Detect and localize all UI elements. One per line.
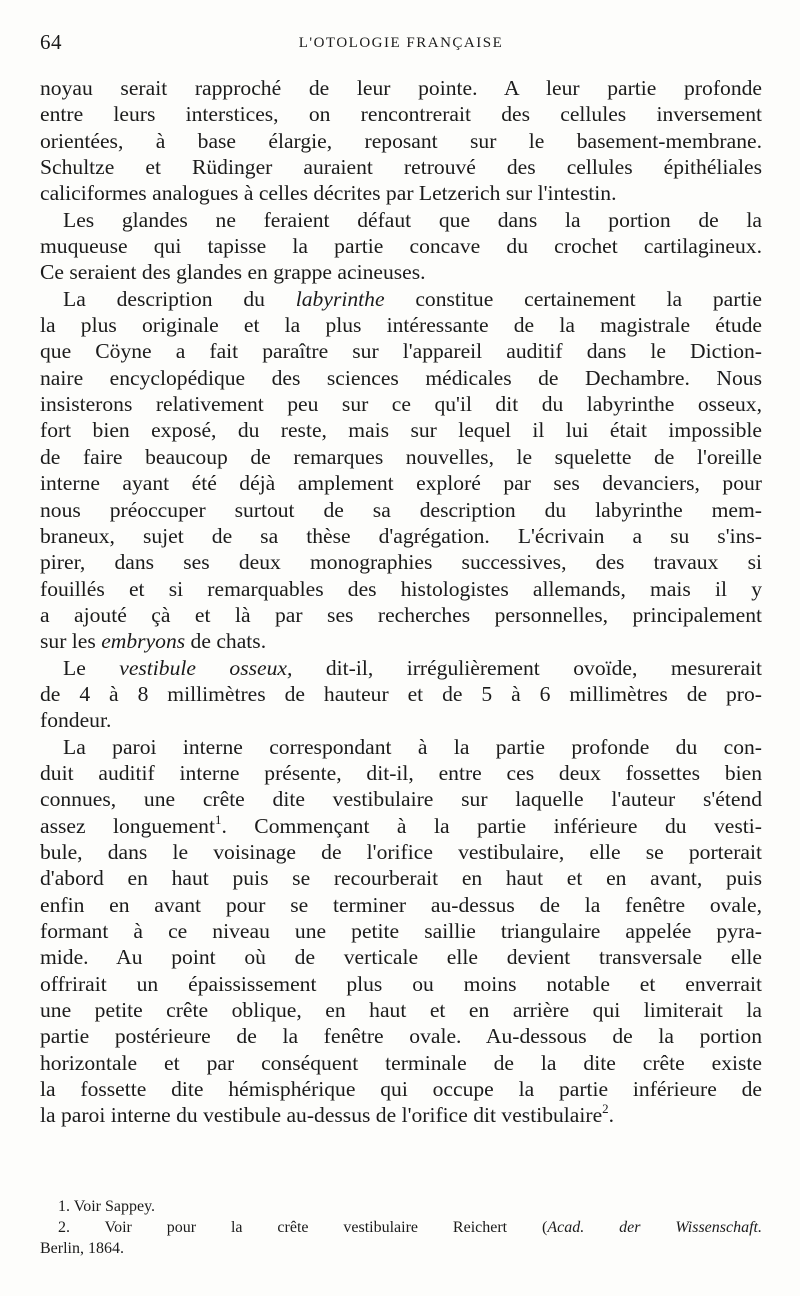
text-line: Ce seraient des glandes en grappe acineuses. (40, 260, 426, 285)
text-line: une petite crête oblique, en haut et en arrière qui limiterait la (40, 998, 762, 1023)
text-line: Schultze et Rüdinger auraient retrouvé des cellules épithéliales (40, 155, 762, 180)
text-run: la paroi interne du vestibule au-dessus de l'orifice dit vestibulaire (40, 1103, 603, 1128)
text-line: de faire beaucoup de remarques nouvelles, le squelette de l'oreille (40, 444, 762, 469)
text-line: interne ayant été déjà amplement exploré par ses devanciers, pour (40, 471, 762, 496)
text-line: enfin en avant pour se terminer au-dessus de la fenêtre ovale, (40, 892, 762, 917)
page-number: 64 (40, 30, 62, 54)
text-line: naire encyclopédique des sciences médicales de Dechambre. Nous (40, 365, 762, 390)
page-header (40, 30, 762, 58)
text-line: formant à ce niveau une petite saillie triangulaire appelée pyra- (40, 919, 762, 943)
text-line (40, 813, 762, 839)
footnote-2-continued: Berlin, 1864. (40, 1240, 124, 1257)
text-line: noyau serait rapproché de leur pointe. A leur partie profonde (40, 76, 762, 100)
text-line: muqueuse qui tapisse la partie concave du crochet cartilagineux. (40, 234, 762, 259)
text-line (40, 628, 762, 654)
footnote-1: 1. Voir Sappey. (58, 1198, 156, 1215)
running-head: L'OTOLOGIE FRANÇAISE (298, 35, 504, 51)
body-text (40, 75, 762, 1129)
text-line: de 4 à 8 millimètres de hauteur et de 5 à 6 millimètres de pro- (40, 681, 762, 706)
text-line: duit auditif interne présente, dit-il, entre ces deux fossettes bien (40, 760, 762, 785)
text-line: fort bien exposé, du reste, mais sur lequel il lui était impossible (40, 418, 762, 443)
text-run: 2. Voir pour la crête vestibulaire Reichert ( (58, 1219, 548, 1236)
text-line: orientées, à base élargie, reposant sur le basement-membrane. (40, 128, 762, 153)
text-line: horizontale et par conséquent terminale de la dite crête existe (40, 1050, 762, 1075)
text-line: mide. Au point où de verticale elle devient transversale elle (40, 945, 762, 970)
text-line: connues, une crête dite vestibulaire sur laquelle l'auteur s'étend (40, 787, 762, 812)
text-run: constitue certainement la partie (384, 286, 762, 311)
text-line: partie postérieure de la fenêtre ovale. Au-dessous de la portion (40, 1024, 762, 1049)
italic-term: vestibule osseux, (119, 655, 293, 680)
text-run: Le (63, 655, 120, 680)
text-run: . Commençant à la partie inférieure du vesti- (221, 813, 762, 838)
footnotes (40, 1196, 762, 1259)
text-line: insisterons relativement peu sur ce qu'il dit du labyrinthe osseux, (40, 392, 762, 417)
text-run: La description du (63, 286, 296, 311)
text-line (40, 1102, 762, 1128)
text-line: Les glandes ne feraient défaut que dans la portion de la (63, 207, 762, 232)
text-line (40, 655, 762, 681)
text-line: fouillés et si remarquables des histologistes allemands, mais il y (40, 576, 762, 601)
text-line: La paroi interne correspondant à la partie profonde du con- (63, 734, 762, 759)
text-line: braneux, sujet de sa thèse d'agrégation. L'écrivain a su s'ins- (40, 523, 762, 548)
text-run: . (608, 1103, 615, 1128)
text-line: nous préoccuper surtout de sa description du labyrinthe mem- (40, 497, 762, 522)
text-run: assez longuement (40, 813, 215, 838)
text-line: d'abord en haut puis se recourberait en haut et en avant, puis (40, 866, 762, 891)
italic-term: embryons (101, 629, 186, 654)
text-run: de chats. (185, 629, 267, 654)
text-line (40, 286, 762, 312)
text-line: offrirait un épaississement plus ou moins notable et enverrait (40, 971, 762, 996)
footnote-ref[interactable]: 2 (602, 1101, 609, 1117)
text-line: caliciformes analogues à celles décrites par Letzerich sur l'intestin. (40, 181, 617, 206)
text-line: entre leurs interstices, on rencontrerait des cellules inversement (40, 102, 762, 127)
text-line: que Cöyne a fait paraître sur l'appareil auditif dans le Diction- (40, 339, 762, 364)
text-line: bule, dans le voisinage de l'orifice vestibulaire, elle se porterait (40, 839, 762, 864)
footnote-ref[interactable]: 1 (214, 811, 222, 827)
text-run: dit-il, irrégulièrement ovoïde, mesurerait (292, 655, 762, 680)
text-run: sur les (40, 629, 102, 654)
text-line: fondeur. (40, 708, 112, 733)
text-line: la fossette dite hémisphérique qui occupe la partie inférieure de (40, 1077, 762, 1102)
footnote-2 (40, 1217, 762, 1238)
italic-term: Acad. der Wissenschaft. (547, 1219, 762, 1236)
text-line: pirer, dans ses deux monographies successives, des travaux si (40, 550, 762, 575)
italic-term: labyrinthe (295, 286, 385, 311)
text-line: la plus originale et la plus intéressante de la magistrale étude (40, 313, 762, 338)
text-line: a ajouté çà et là par ses recherches personnelles, principalement (40, 602, 762, 627)
